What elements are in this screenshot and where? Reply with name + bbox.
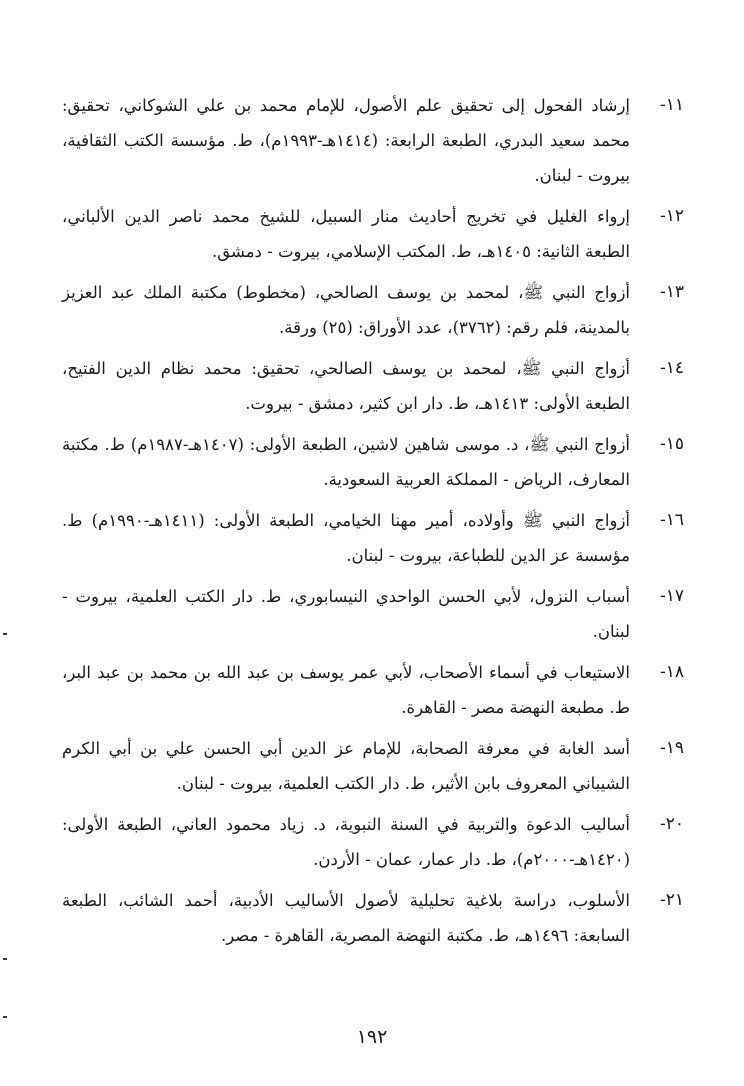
bibliography-entry — [62, 88, 684, 193]
entry-text: أزواج النبي ﷺ، لمحمد بن يوسف الصالحي، (مخطوط) مكتبة الملك عبد العزيز بالمدينة، فلم رقم: (٣٧٦٢)، عدد الأوراق: (٢٥) ورقة. — [62, 283, 630, 337]
bibliography-entry — [62, 275, 684, 345]
bibliography-entry — [62, 655, 684, 725]
entry-number: ١٦- — [659, 510, 684, 530]
bibliography-list — [62, 88, 684, 959]
bibliography-entry — [62, 503, 684, 573]
bibliography-entry — [62, 351, 684, 421]
entry-number: ١٥- — [659, 434, 684, 454]
bibliography-entry — [62, 579, 684, 649]
entry-number: ١٣- — [659, 282, 684, 302]
entry-text: الاستيعاب في أسماء الأصحاب، لأبي عمر يوسف بن عبد الله بن محمد بن عبد البر، ط. مطبعة النهضة مصر - القاهرة. — [62, 663, 630, 717]
entry-number: ١١- — [659, 95, 684, 115]
entry-text: الأسلوب، دراسة بلاغية تحليلية لأصول الأساليب الأدبية، أحمد الشائب، الطبعة السابعة: ١٤٩٦هـ، ط. مكتبة النهضة المصرية، القاهرة - مصر. — [62, 891, 630, 945]
entry-number: ١٢- — [659, 206, 684, 226]
entry-text: إرواء الغليل في تخريج أحاديث منار السبيل، للشيخ محمد ناصر الدين الألباني، الطبعة الثانية: ١٤٠٥هـ، ط. المكتب الإسلامي، بيروت - دمشق. — [62, 207, 630, 261]
entry-number: ١٤- — [659, 358, 684, 378]
entry-text: أزواج النبي ﷺ، لمحمد بن يوسف الصالحي، تحقيق: محمد نظام الدين الفتيح، الطبعة الأولى: ١٤١٣هـ، ط. دار ابن كثير، دمشق - بيروت. — [62, 359, 630, 413]
entry-text: أزواج النبي ﷺ، د. موسى شاهين لاشين، الطبعة الأولى: (١٤٠٧هـ-١٩٨٧م) ط. مكتبة المعارف، الرياض - المملكة العربية السعودية. — [62, 435, 631, 489]
bibliography-entry — [62, 199, 684, 269]
margin-mark — [3, 633, 7, 635]
bibliography-entry — [62, 807, 684, 877]
entry-text: أسباب النزول، لأبي الحسن الواحدي النيسابوري، ط. دار الكتب العلمية، بيروت - لبنان. — [62, 587, 630, 641]
page-number: ١٩٢ — [356, 1026, 388, 1048]
entry-number: ٢١- — [659, 890, 684, 910]
entry-number: ٢٠- — [659, 814, 684, 834]
entry-text: أساليب الدعوة والتربية في السنة النبوية، د. زياد محمود العاني، الطبعة الأولى: (١٤٢٠هـ-٢٠٠٠م)، ط. دار عمار، عمان - الأردن. — [62, 815, 630, 869]
entry-number: ١٧- — [659, 586, 684, 606]
entry-text: إرشاد الفحول إلى تحقيق علم الأصول، للإمام محمد بن علي الشوكاني، تحقيق: محمد سعيد البدري، الطبعة الرابعة: (١٤١٤هـ-١٩٩٣م)، ط. مؤسسة الكتب الثقافية، بيروت - لبنان. — [62, 96, 630, 185]
margin-mark — [3, 1016, 7, 1018]
bibliography-entry — [62, 427, 684, 497]
bibliography-entry — [62, 731, 684, 801]
bibliography-entry — [62, 883, 684, 953]
entry-number: ١٩- — [659, 738, 684, 758]
entry-text: أزواج النبي ﷺ وأولاده، أمير مهنا الخيامي، الطبعة الأولى: (١٤١١هـ-١٩٩٠م) ط. مؤسسة عز الدين للطباعة، بيروت - لبنان. — [62, 511, 630, 565]
entry-text: أسد الغابة في معرفة الصحابة، للإمام عز الدين أبي الحسن علي بن أبي الكرم الشيباني المعروف بابن الأثير، ط. دار الكتب العلمية، بيروت - لبنان. — [62, 739, 630, 793]
margin-mark — [3, 958, 7, 960]
entry-number: ١٨- — [659, 662, 684, 682]
